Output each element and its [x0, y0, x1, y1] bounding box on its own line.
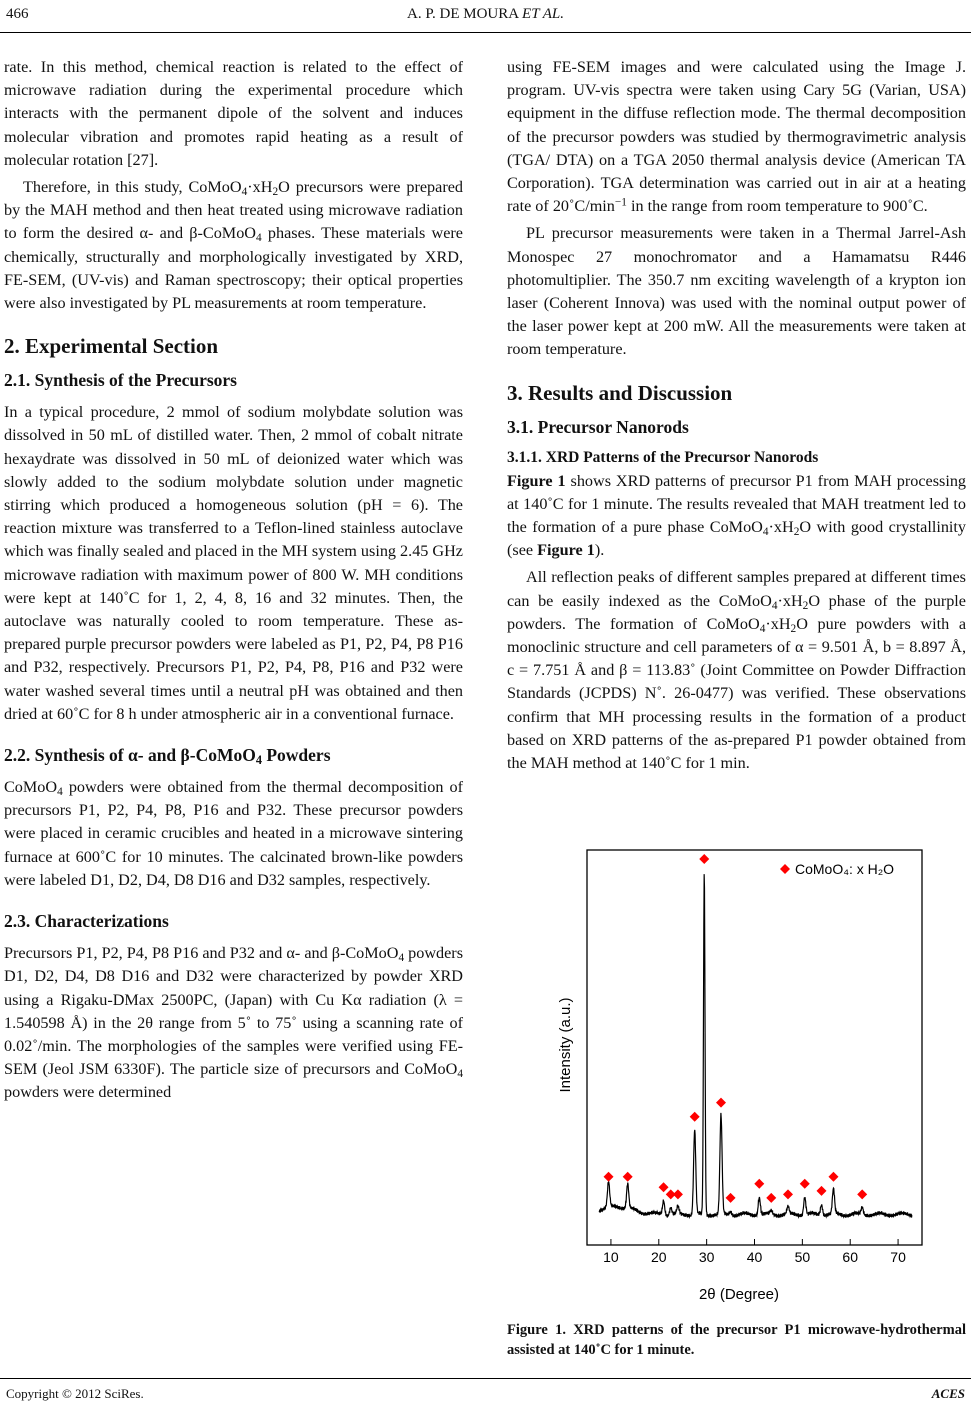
- peak-marker: [857, 1190, 867, 1200]
- subsection-heading: 2.2. Synthesis of α- and β-CoMoO$_4$ Powders: [4, 745, 331, 768]
- copyright: Copyright © 2012 SciRes.: [6, 1386, 144, 1401]
- y-axis-label: Intensity (a.u.): [557, 997, 574, 1093]
- right-column: [507, 56, 966, 1360]
- left-column: [4, 56, 463, 1105]
- paragraph: In a typical procedure, 2 mmol of sodium molybdate solution was dissolved in 50 mL of distilled water. Then, 2 mmol of cobalt nitrate hexaydrate was dissolved in 50 mL of deionized water which was slowly added to the sodium molybdate solution under magnetic stirring which produced a homogeneous solution (pH = 6). The reaction mixture was transferred to a Teflon-lined stainless autoclave which was finally sealed and placed in the MH system using 2.45 GHz microwave radiation with maximum power of 800 W. MH conditions were kept at 140˚C for 1, 2, 4, 8, 16 and 32 minutes. Then, the autoclave was naturally cooled to room temperature. These as-prepared purple precursor powders were labeled as P1, P2, P4, P8 P16 and P32, respectively. Precursors P1, P2, P4, P8, P16 and P32 were water washed several times until a neutral pH was obtained and then dried at 60˚C for 8 h under atmospheric air in a conventional furnace.: [4, 403, 463, 723]
- x-tick-label: 60: [842, 1249, 859, 1266]
- section-heading: 3. Results and Discussion: [507, 380, 733, 405]
- journal-name: ACES: [931, 1386, 965, 1401]
- xrd-chart: [507, 775, 966, 1320]
- peak-marker: [800, 1179, 810, 1189]
- paragraph: PL precursor measurements were taken in a Thermal Jarrel-Ash Monospec 27 monochromator and a Hamamatsu R446 photomultiplier. The 350.7 nm exciting wavelength of a krypton ion laser (Coherent Innova) was used with the nominal output power of the laser power kept at 200 mW. All the measurements were taken at room temperature.: [507, 224, 966, 359]
- plot-frame: [587, 850, 922, 1245]
- x-tick-label: 20: [650, 1249, 667, 1266]
- peak-marker: [817, 1186, 827, 1196]
- x-axis-label: 2θ (Degree): [698, 1286, 780, 1304]
- peak-marker: [754, 1179, 764, 1189]
- peak-marker: [699, 854, 709, 864]
- paragraph: Precursors P1, P2, P4, P8 P16 and P32 and α- and β-CoMoO$_4$ powders D1, D2, D4, D8 D16 and D32 were characterized by powder XRD using a Rigaku-DMax 2500PC, (Japan) with Cu Kα radiation (λ = 1.540598 Å) in the 2θ range from 5˚ to 75˚ using a scanning rate of 0.02˚/min. The morphologies of the samples were verified using FE-SEM (Jeol JSM 6330F). The particle size of precursors and CoMoO$_4$ powders were determined: [4, 944, 464, 1102]
- chart-legend: [780, 861, 894, 877]
- section-heading: 2. Experimental Section: [4, 334, 219, 359]
- paragraph: Figure 1 shows XRD patterns of precursor P1 from MAH processing at 140˚C for 1 minute. The results revealed that MAH treatment led to the formation of a pure phase $CoMoO_4\cdot xH_2O$ with good crystallinity (see Figure 1).: [507, 471, 967, 560]
- x-tick-label: 10: [603, 1249, 619, 1266]
- paragraph: Therefore, in this study, $CoMoO_4\cdot xH_2O$ precursors were prepared by the MAH method and then heat treated using microwave radiation to form the desired α- and β-CoMoO$_4$ phases. These materials were chemically, structurally and morphologically investigated by XRD, FE-SEM, (UV-vis) and Raman spectroscopy; their optical properties were also investigated by PL measurements at room temperature.: [4, 178, 463, 313]
- subsection-heading: 3.1. Precursor Nanorods: [507, 416, 689, 437]
- peak-marker: [783, 1190, 793, 1200]
- legend-label: CoMoO₄: x H₂O: [795, 861, 895, 878]
- peak-marker: [766, 1193, 776, 1203]
- x-tick-label: 70: [890, 1249, 906, 1266]
- peak-marker: [673, 1190, 683, 1200]
- peak-marker: [716, 1098, 726, 1108]
- x-tick-label: 50: [794, 1249, 811, 1266]
- header-rule: [0, 32, 971, 33]
- peak-marker: [623, 1172, 633, 1182]
- figure-1: [507, 775, 966, 1320]
- peak-marker: [828, 1172, 838, 1182]
- subsubsection-heading: 3.1.1. XRD Patterns of the Precursor Nanorods: [507, 448, 819, 466]
- peak-marker: [726, 1193, 736, 1203]
- peak-marker: [690, 1112, 700, 1122]
- x-tick-label: 40: [746, 1249, 763, 1266]
- figure-caption: Figure 1. XRD patterns of the precursor P1 microwave-hydrothermal assisted at 140˚C for 1 minute.: [507, 1322, 966, 1359]
- paragraph: rate. In this method, chemical reaction is related to the effect of microwave radiation during the experimental procedure which interacts with the permanent dipole of the solvent and induces molecular vibration and promotes rapid heating as a result of molecular rotation [27].: [4, 58, 463, 169]
- peak-marker: [604, 1172, 614, 1182]
- paragraph: All reflection peaks of different samples prepared at different times can be easily indexed as the $CoMoO_4\cdot xH_2O$ phase of the purple powders. The formation of $CoMoO_4\cdot xH_2O$ pure powders with a monoclinic structure and cell parameters of α = 9.501 Å, b = 8.897 Å, c = 7.751 Å and β = 113.83˚ (Joint Committee on Powder Diffraction Standards (JCPDS) N˚. 26-0477) was verified. These observations confirm that MH processing results in the formation of a product based on XRD patterns of the as-prepared P1 powder obtained from the MAH method at 140˚C for 1 min.: [507, 568, 967, 773]
- footer-rule: [0, 1378, 971, 1379]
- page-number: 466: [6, 6, 29, 22]
- paragraph: CoMoO$_4$ powders were obtained from the thermal decomposition of precursors P1, P2, P4, P8, P16 and P32. These precursor powders were placed in ceramic crucibles and heated in a microwave sintering furnace at 600˚C for 10 minutes. The calcinated brown-like powders were labeled D1, D2, D4, D8 D16 and D32 samples, respectively.: [4, 778, 463, 889]
- paragraph: using FE-SEM images and were calculated using the Image J. program. UV-vis spectra were taken using Cary 5G (Varian, USA) equipment in the diffuse reflection mode. The thermal decomposition of the precursor powders was studied by thermogravimetric analysis (TGA/ DTA) on a TGA 2050 thermal analysis device (American TA Corporation). TGA determination was carried out in air at a heating rate of $20˚C/\min^{-1}$ in the range from room temperature to 900˚C.: [507, 58, 966, 216]
- page-header: [0, 6, 971, 26]
- subsection-heading: 2.3. Characterizations: [4, 911, 169, 932]
- x-tick-label: 30: [698, 1249, 715, 1266]
- legend-marker: [780, 864, 790, 874]
- peak-marker: [659, 1183, 669, 1193]
- subsection-heading: 2.1. Synthesis of the Precursors: [4, 370, 237, 391]
- running-authors: A. P. DE MOURA ET AL.: [407, 6, 564, 22]
- xrd-curve: [599, 874, 912, 1218]
